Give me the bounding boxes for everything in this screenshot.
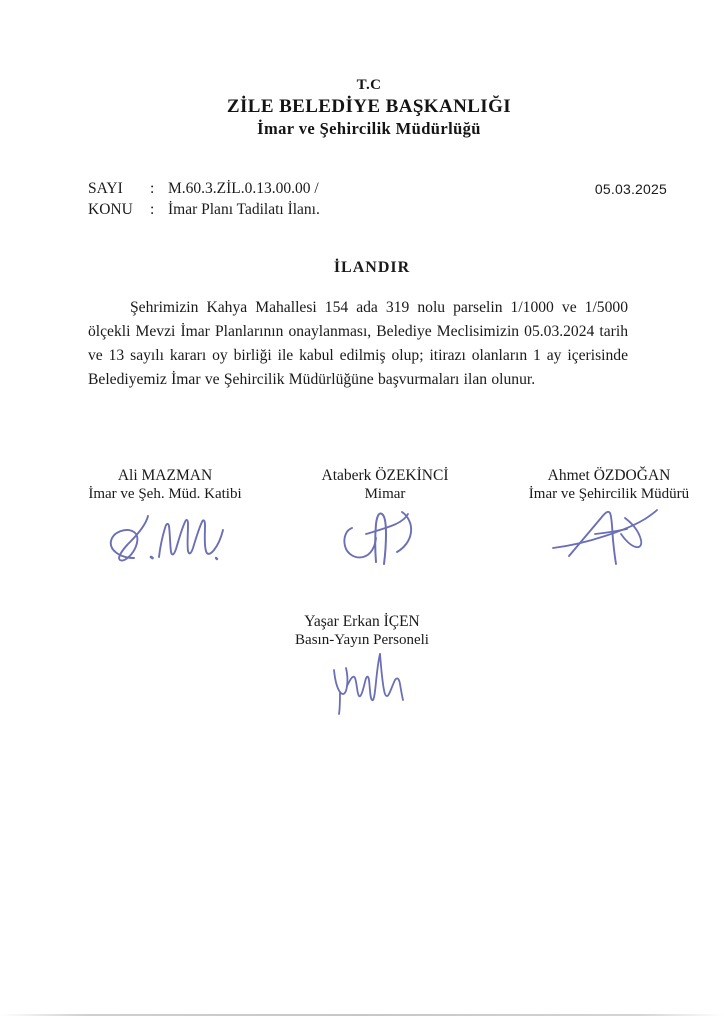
signature-ali-mazman — [40, 500, 290, 580]
signature-title: Basın-Yayın Personeli — [295, 632, 429, 648]
signature-ataberk-ozekinci — [290, 500, 480, 580]
signature-name: Ahmet ÖZDOĞAN — [547, 467, 671, 484]
signature-row — [0, 466, 724, 504]
signature-name: Ataberk ÖZEKİNCİ — [321, 467, 449, 484]
signature-yasar-erkan-icen — [237, 646, 487, 726]
header-department-name: İmar ve Şehircilik Müdürlüğü — [257, 119, 481, 138]
signature-block-4 — [237, 612, 487, 650]
signature-name: Ali MAZMAN — [117, 467, 213, 484]
document-title: İLANDIR — [333, 259, 411, 276]
konu-row — [88, 199, 320, 220]
signature-title: İmar ve Şehircilik Müdürü — [528, 486, 690, 502]
header-institution-name: ZİLE BELEDİYE BAŞKANLIĞI — [226, 96, 512, 117]
konu-value: İmar Planı Tadilatı İlanı. — [168, 201, 320, 218]
document-date: 05.03.2025 — [594, 181, 667, 197]
header-state-line: T.C — [356, 77, 382, 93]
scanner-edge-line — [0, 1014, 724, 1016]
signature-title: Mimar — [364, 486, 406, 502]
signature-name: Yaşar Erkan İÇEN — [304, 613, 420, 630]
konu-label: KONU — [88, 201, 133, 218]
konu-colon: : — [150, 201, 155, 218]
signature-block-3 — [494, 466, 724, 504]
sayi-value: M.60.3.ZİL.0.13.00.00 / — [168, 180, 319, 197]
signature-block-1 — [40, 466, 290, 504]
signature-row-bottom — [0, 612, 724, 650]
signature-title: İmar ve Şeh. Müd. Katibi — [88, 486, 242, 502]
signature-ahmet-ozdogan — [494, 500, 724, 580]
document-reference-block — [88, 178, 320, 220]
document-header — [0, 76, 724, 139]
sayi-colon: : — [150, 180, 155, 197]
sayi-label: SAYI — [88, 180, 123, 197]
sayi-row — [88, 178, 320, 199]
document-body-paragraph: Şehrimizin Kahya Mahallesi 154 ada 319 nolu parselin 1/1000 ve 1/5000 ölçekli Mevzi İmar Planlarının onaylanması, Belediye Meclisimizin 05.03.2024 tarih ve 13 sayılı kararı oy birliği ile kabul edilmiş olup; itirazı olanların 1 ay içerisinde Belediyemiz İmar ve Şehircilik Müdürlüğüne başvurmaları ilan olunur. — [88, 299, 628, 388]
signature-block-2 — [290, 466, 480, 504]
